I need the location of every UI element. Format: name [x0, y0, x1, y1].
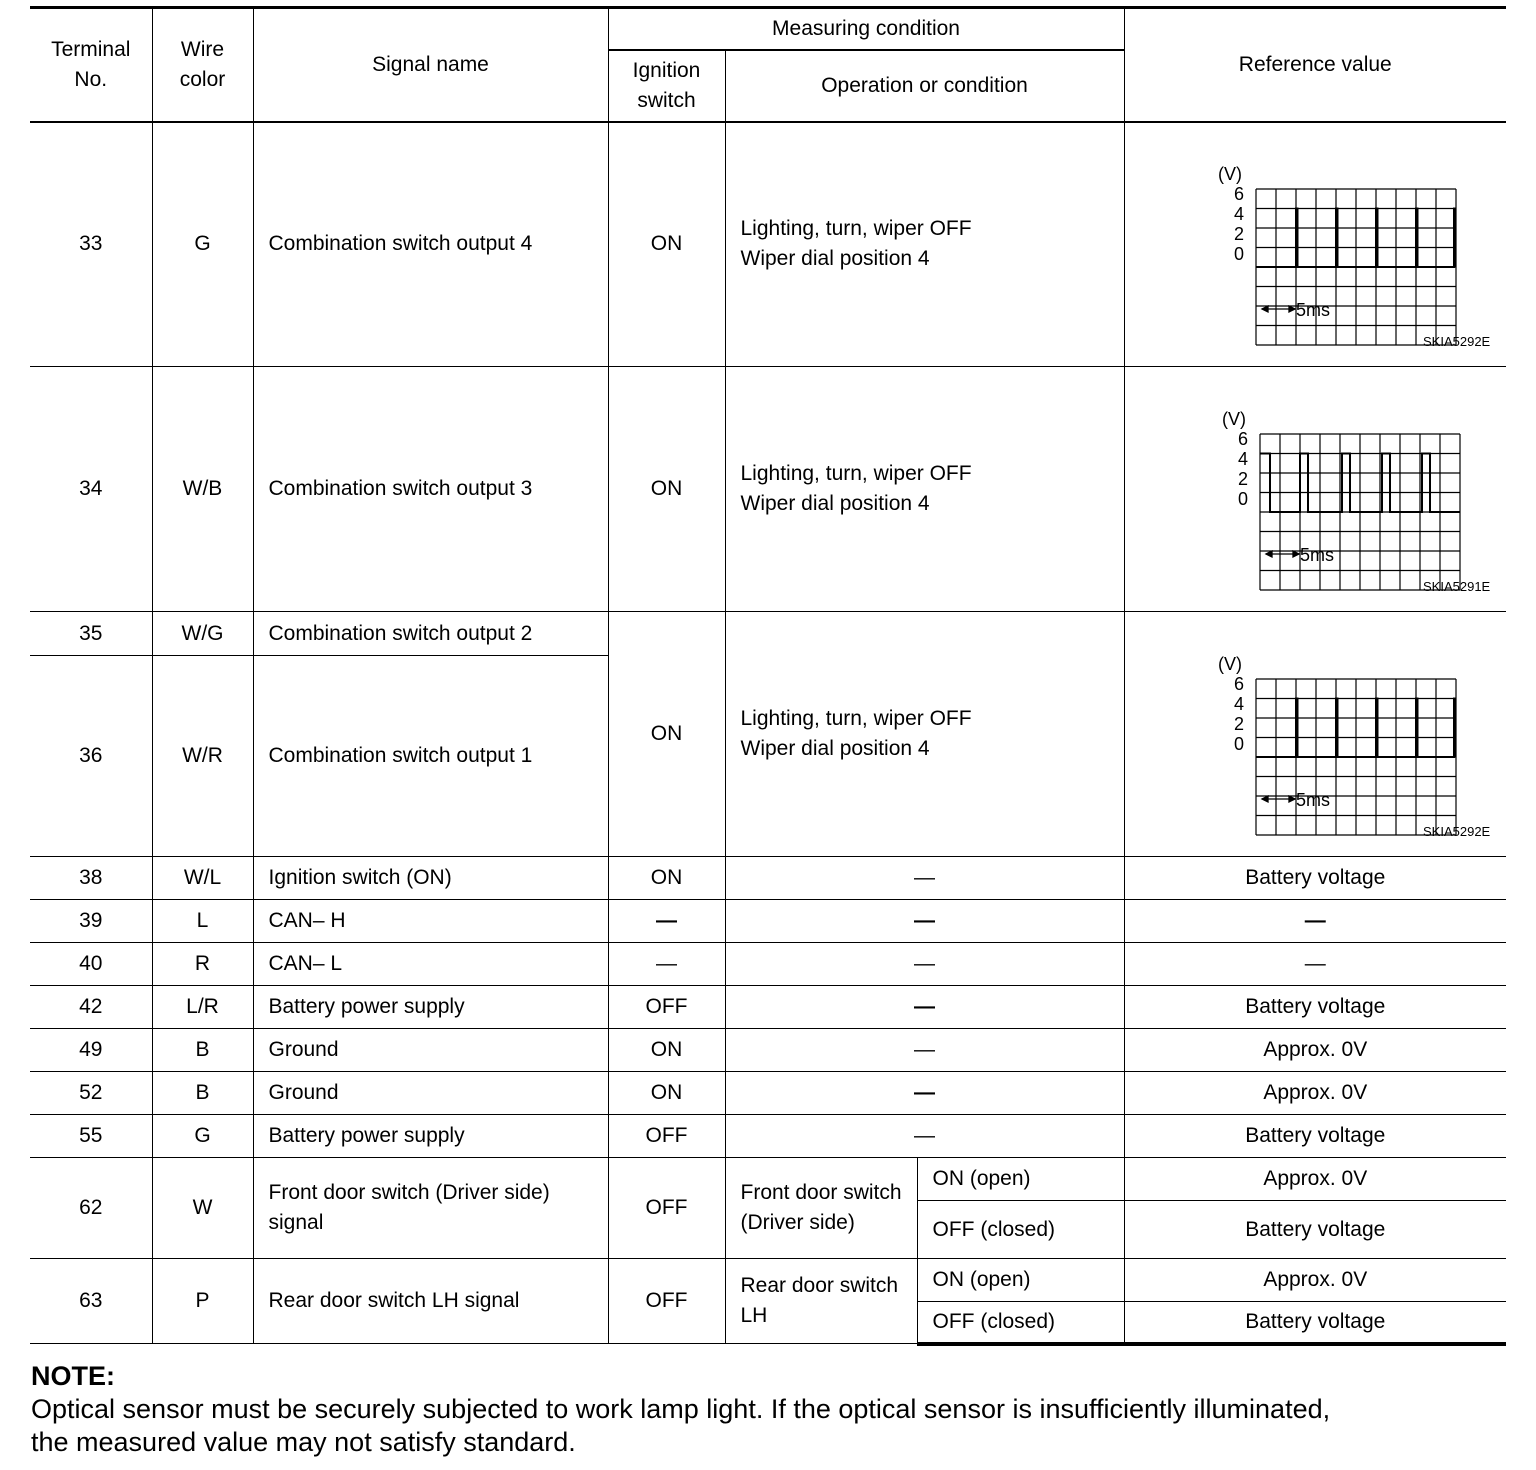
wire-color: L: [152, 900, 253, 943]
wire-color: P: [152, 1259, 253, 1344]
signal-name: Battery power supply: [253, 986, 608, 1029]
signal-name: Combination switch output 4: [253, 122, 608, 367]
ignition-state: ON: [608, 612, 725, 857]
signal-name: Battery power supply: [253, 1115, 608, 1158]
ignition-state: ON: [608, 857, 725, 900]
tick-label: 2: [1234, 713, 1245, 734]
waveform-chart-output-3: [1150, 387, 1491, 594]
signal-name: Rear door switch LH signal: [253, 1259, 608, 1344]
operation-condition: Front door switch (Driver side): [725, 1158, 917, 1259]
terminal-no: 36: [30, 656, 152, 857]
wire-color: W/B: [152, 367, 253, 612]
reference-waveform: [1124, 122, 1506, 367]
reference-value: —: [1124, 943, 1506, 986]
time-scale-label: 5ms: [1296, 789, 1331, 810]
reference-value: Battery voltage: [1124, 1302, 1506, 1344]
terminal-no: 34: [30, 367, 152, 612]
terminal-no: 42: [30, 986, 152, 1029]
figure-code: SKIA5292E: [1423, 823, 1491, 839]
header-reference-value: Reference value: [1124, 8, 1506, 122]
terminal-table: [30, 6, 1506, 1346]
terminal-no: 35: [30, 612, 152, 656]
ignition-state: OFF: [608, 1158, 725, 1259]
reference-waveform: [1124, 367, 1506, 612]
header-signal-name: Signal name: [253, 8, 608, 122]
reference-value: Approx. 0V: [1124, 1072, 1506, 1115]
signal-name: CAN– H: [253, 900, 608, 943]
ignition-state: OFF: [608, 986, 725, 1029]
terminal-no: 49: [30, 1029, 152, 1072]
wire-color: L/R: [152, 986, 253, 1029]
reference-value: Approx. 0V: [1124, 1158, 1506, 1201]
operation-condition: —: [725, 943, 1124, 986]
operation-condition: Rear door switch LH: [725, 1259, 917, 1344]
note-title: NOTE:: [31, 1361, 115, 1391]
time-arrow: [1266, 551, 1299, 557]
operation-condition: —: [725, 986, 1124, 1029]
wire-color: W/R: [152, 656, 253, 857]
signal-name: Combination switch output 3: [253, 367, 608, 612]
volt-unit-label: (V): [1218, 163, 1243, 184]
ignition-state: OFF: [608, 1259, 725, 1344]
switch-state: ON (open): [917, 1158, 1124, 1201]
signal-name: CAN– L: [253, 943, 608, 986]
tick-label: 2: [1234, 223, 1245, 244]
tick-label: 0: [1234, 733, 1245, 754]
operation-condition: Lighting, turn, wiper OFF Wiper dial position 4: [725, 367, 1124, 612]
table-row: [30, 857, 1506, 900]
time-arrow: [1262, 796, 1295, 802]
ignition-state: ON: [608, 1072, 725, 1115]
signal-name: Ground: [253, 1072, 608, 1115]
time-scale-label: 5ms: [1300, 544, 1335, 565]
tick-label: 0: [1238, 488, 1249, 509]
reference-value: Battery voltage: [1124, 857, 1506, 900]
tick-label: 4: [1238, 448, 1249, 469]
volt-unit-label: (V): [1222, 408, 1247, 429]
signal-name: Combination switch output 2: [253, 612, 608, 656]
table-row: [30, 612, 1506, 656]
wire-color: G: [152, 1115, 253, 1158]
header-ignition-switch: Ignition switch: [608, 50, 725, 122]
reference-value: Battery voltage: [1124, 1201, 1506, 1259]
wire-color: B: [152, 1029, 253, 1072]
note-text-line: Optical sensor must be securely subjected to work lamp light. If the optical sensor is insufficiently illuminated,: [31, 1394, 1331, 1424]
switch-state: ON (open): [917, 1259, 1124, 1302]
tick-label: 6: [1238, 428, 1249, 449]
reference-value: —: [1124, 900, 1506, 943]
signal-name: Ignition switch (ON): [253, 857, 608, 900]
ignition-state: —: [608, 943, 725, 986]
switch-state: OFF (closed): [917, 1302, 1124, 1344]
table-row: [30, 900, 1506, 943]
table-row: [30, 986, 1506, 1029]
wire-color: R: [152, 943, 253, 986]
wire-color: G: [152, 122, 253, 367]
header-terminal: Terminal No.: [30, 8, 152, 122]
tick-label: 6: [1234, 183, 1245, 204]
wire-color: W/G: [152, 612, 253, 656]
ignition-state: ON: [608, 367, 725, 612]
wire-color: B: [152, 1072, 253, 1115]
signal-name: Ground: [253, 1029, 608, 1072]
note-block: [31, 1360, 1330, 1459]
ignition-state: OFF: [608, 1115, 725, 1158]
operation-condition: Lighting, turn, wiper OFF Wiper dial position 4: [725, 122, 1124, 367]
note-text-line: the measured value may not satisfy standard.: [31, 1427, 576, 1457]
wire-color: W: [152, 1158, 253, 1259]
waveform-chart-output-4: [1150, 142, 1491, 349]
table-row: [30, 367, 1506, 612]
waveform-chart-output-1: [1150, 632, 1491, 839]
terminal-no: 38: [30, 857, 152, 900]
terminal-no: 62: [30, 1158, 152, 1259]
table-row: [30, 1115, 1506, 1158]
reference-value: Approx. 0V: [1124, 1029, 1506, 1072]
reference-value: Battery voltage: [1124, 986, 1506, 1029]
operation-condition: —: [725, 857, 1124, 900]
header-measuring-condition: Measuring condition: [608, 8, 1124, 50]
signal-name: Front door switch (Driver side) signal: [253, 1158, 608, 1259]
header-wire-color: Wire color: [152, 8, 253, 122]
operation-condition: Lighting, turn, wiper OFF Wiper dial position 4: [725, 612, 1124, 857]
tick-label: 6: [1234, 673, 1245, 694]
table-row: [30, 1029, 1506, 1072]
header-operation: Operation or condition: [725, 50, 1124, 122]
tick-label: 4: [1234, 203, 1245, 224]
figure-code: SKIA5292E: [1423, 333, 1491, 349]
operation-condition: —: [725, 1115, 1124, 1158]
table-row: [30, 1259, 1506, 1302]
terminal-no: 40: [30, 943, 152, 986]
wire-color: W/L: [152, 857, 253, 900]
table-row: [30, 1072, 1506, 1115]
ignition-state: ON: [608, 122, 725, 367]
terminal-no: 63: [30, 1259, 152, 1344]
terminal-no: 52: [30, 1072, 152, 1115]
time-arrow: [1262, 306, 1295, 312]
switch-state: OFF (closed): [917, 1201, 1124, 1259]
terminal-no: 33: [30, 122, 152, 367]
reference-waveform: [1124, 612, 1506, 857]
figure-code: SKIA5291E: [1423, 578, 1491, 594]
tick-label: 4: [1234, 693, 1245, 714]
terminal-no: 39: [30, 900, 152, 943]
tick-label: 0: [1234, 243, 1245, 264]
table-row: [30, 943, 1506, 986]
reference-value: Battery voltage: [1124, 1115, 1506, 1158]
ignition-state: ON: [608, 1029, 725, 1072]
terminal-no: 55: [30, 1115, 152, 1158]
operation-condition: —: [725, 1029, 1124, 1072]
operation-condition: —: [725, 1072, 1124, 1115]
table-row: [30, 1158, 1506, 1201]
operation-condition: —: [725, 900, 1124, 943]
reference-value: Approx. 0V: [1124, 1259, 1506, 1302]
time-scale-label: 5ms: [1296, 299, 1331, 320]
tick-label: 2: [1238, 468, 1249, 489]
ignition-state: —: [608, 900, 725, 943]
signal-name: Combination switch output 1: [253, 656, 608, 857]
table-row: [30, 122, 1506, 367]
volt-unit-label: (V): [1218, 653, 1243, 674]
